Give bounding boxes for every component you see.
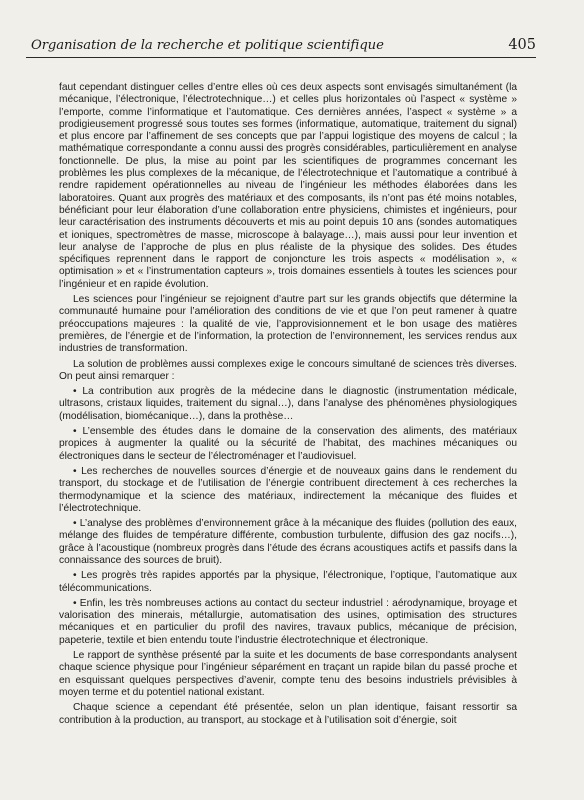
bullet-industry: • Enfin, les très nombreuses actions au contact du secteur industriel : aérodynamique, broyage et valorisation des minerais, métallurgie, automatisation des usines, optimisation des structures mécaniques et en particulier du profil des navires, travaux publics, mécanique de précision, papeterie, textile et bien entendu toute l’industrie électrotechnique et électronique. (59, 597, 517, 646)
paragraph-plan: Chaque science a cependant été présentée, selon un plan identique, faisant ressortir sa contribution à la production, au transport, au stockage et à l’utilisation soit d’énergie, soit (59, 702, 517, 726)
running-title: Organisation de la recherche et politique scientifique (31, 38, 384, 53)
paragraph-objectives: Les sciences pour l’ingénieur se rejoignent d’autre part sur les grands objectifs que détermine la communauté humaine pour l’amélioration des conditions de vie et que l’on peut ramener à quatre préoccupations majeures : la qualité de vie, l’approvisionnement et le bon usage des matières premières, de l’énergie et de l’information, la protection de l’environnement, les services rendus aux industries de transformation. (59, 294, 517, 355)
header-rule (26, 57, 536, 58)
paragraph-continued: faut cependant distinguer celles d’entre elles où ces deux aspects sont envisagés simultanément (la mécanique, l’électronique, l’électrotechnique…) et celles plus horizontales où l’aspect « système » l’emporte, comme l’informatique et l’automatique. Ces dernières années, l’aspect « système » a prodigieusement progressé sous toutes ses formes (informatique, automatique, traitement du signal) et plus encore par l’affinement de ses concepts que par l’appui logistique des moyens de calcul ; la mathématique correspondante a connu aussi des progrès considérables, particulièrement en analyse fonctionnelle. De plus, la mise au point par les scientifiques de programmes concernant les problèmes les plus complexes de la mécanique, de l’électrotechnique et l’automatique a contribué à rendre rapidement opérationnelles au niveau de l’ingénieur les méthodes élaborées dans les laboratoires. Quant aux progrès des matériaux et des composants, ils n’ont pas été moins notables, bénéficiant pour leur élaboration d’une collaboration entre physiciens, chimistes et ingénieurs, pour leur caractérisation des instruments découverts et mis au point depuis 10 ans (sondes automatiques et ioniques, spectromètres de masse, microscope à balayage…), mais aussi pour leur invention et leur analyse de l’approche de plus en plus réaliste de la physique des solides. Des études spécifiques reprennent dans le rapport de conjoncture les trois aspects « modélisation », « optimisation » et « l’instrumentation capteurs », trois domaines essentiels à toutes les sciences pour l’ingénieur et en rapide évolution. (59, 82, 517, 290)
bullet-energy: • Les recherches de nouvelles sources d’énergie et de nouveaux gains dans le rendement du transport, du stockage et de l’utilisation de l’énergie contribuent directement à ces recherches la thermodynamique et la science des matériaux, indirectement la mécanique des fluides et l’électrotechnique. (59, 465, 517, 514)
bullet-medicine: • La contribution aux progrès de la médecine dans le diagnostic (instrumentation médicale, ultrasons, cristaux liquides, traitement du signal…), dans l’analyse des phénomènes physiologiques (modélisation, biomécanique…), dans la prothèse… (59, 386, 517, 422)
page-number: 405 (508, 37, 536, 53)
paragraph-synthesis: Le rapport de synthèse présenté par la suite et les documents de base correspondants analysent chaque science physique pour l’ingénieur séparément en traçant un rapide bilan du passé proche et en esquissant quelques perspectives d’avenir, compte tenu des besoins industriels prévisibles à moyen terme et du potentiel national existant. (59, 650, 517, 698)
bullet-environment: • L’analyse des problèmes d’environnement grâce à la mécanique des fluides (pollution des eaux, mélange des fluides de température différente, combustion turbulente, diffusion des gaz nocifs…), grâce à l’acoustique (nombreux progrès dans l’étude des écrans acoustiques actifs et passifs dans la connaissance des sources de bruit). (59, 518, 517, 566)
running-header (31, 31, 536, 53)
bullet-food-habitat: • L’ensemble des études dans le domaine de la conservation des aliments, des matériaux propices à augmenter la qualité ou la sécurité de l’habitat, des machines mécaniques ou électroniques dans le secteur de l’électroménager et l’audiovisuel. (59, 426, 517, 462)
body-text (59, 82, 517, 730)
paragraph-intro-list: La solution de problèmes aussi complexes exige le concours simultané de sciences très diverses. On peut ainsi remarquer : (59, 358, 517, 382)
bullet-telecom: • Les progrès très rapides apportés par la physique, l’électronique, l’optique, l’automatique aux télécommunications. (59, 570, 517, 594)
